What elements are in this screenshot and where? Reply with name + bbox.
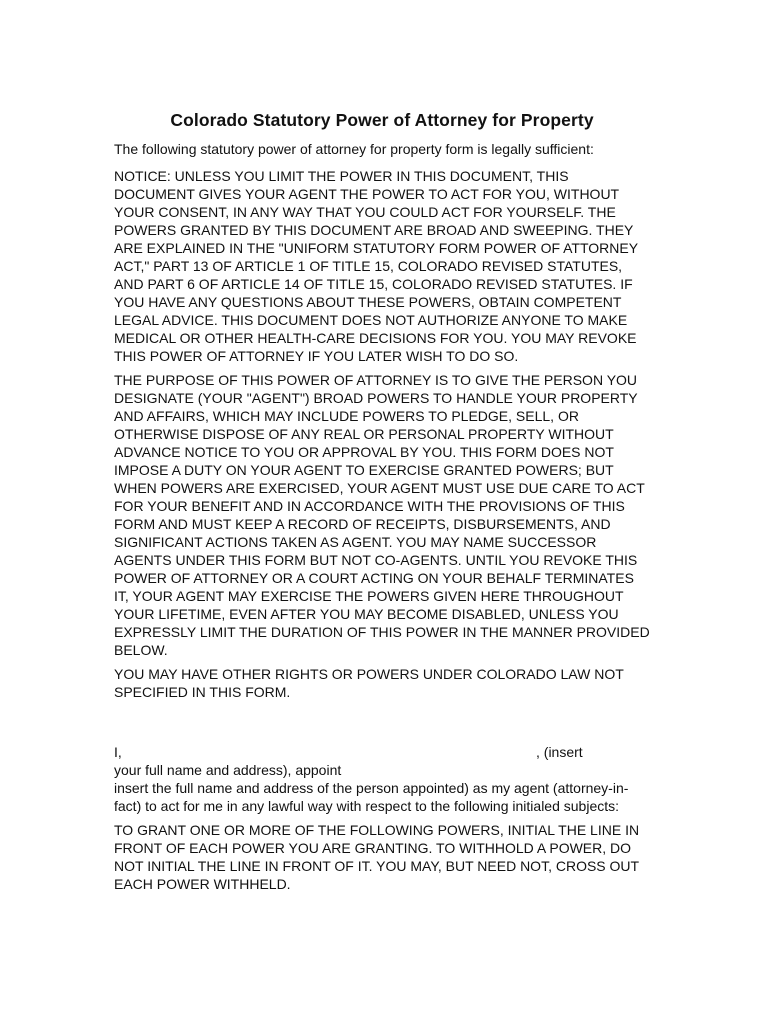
document-title: Colorado Statutory Power of Attorney for Property xyxy=(170,110,594,130)
purpose-paragraph: THE PURPOSE OF THIS POWER OF ATTORNEY IS TO GIVE THE PERSON YOU DESIGNATE (YOUR "AGENT") BROAD POWERS TO HANDLE YOUR PROPERTY AND AFFAIRS, WHICH MAY INCLUDE POWERS TO PLEDGE, SELL, OR OTHERWISE DISPOSE OF ANY REAL OR PERSONAL PROPERTY WITHOUT ADVANCE NOTICE TO YOU OR APPROVAL BY YOU. THIS FORM DOES NOT IMPOSE A DUTY ON YOUR AGENT TO EXERCISE GRANTED POWERS; BUT WHEN POWERS ARE EXERCISED, YOUR AGENT MUST USE DUE CARE TO ACT FOR YOUR BENEFIT AND IN ACCORDANCE WITH THE PROVISIONS OF THIS FORM AND MUST KEEP A RECORD OF RECEIPTS, DISBURSEMENTS, AND SIGNIFICANT ACTIONS TAKEN AS AGENT. YOU MAY NAME SUCCESSOR AGENTS UNDER THIS FORM BUT NOT CO-AGENTS. UNTIL YOU REVOKE THIS POWER OF ATTORNEY OR A COURT ACTING ON YOUR BEHALF TERMINATES IT, YOUR AGENT MAY EXERCISE THE POWERS GIVEN HERE THROUGHOUT YOUR LIFETIME, EVEN AFTER YOU MAY BECOME DISABLED, UNLESS YOU EXPRESSLY LIMIT THE DURATION OF THIS POWER IN THE MANNER PROVIDED BELOW. xyxy=(114,372,650,658)
other-rights-paragraph: YOU MAY HAVE OTHER RIGHTS OR POWERS UNDER COLORADO LAW NOT SPECIFIED IN THIS FORM. xyxy=(114,666,624,700)
notice-paragraph: NOTICE: UNLESS YOU LIMIT THE POWER IN THIS DOCUMENT, THIS DOCUMENT GIVES YOUR AGENT THE POWER TO ACT FOR YOU, WITHOUT YOUR CONSENT, IN ANY WAY THAT YOU COULD ACT FOR YOURSELF. THE POWERS GRANTED BY THIS DOCUMENT ARE BROAD AND SWEEPING. THEY ARE EXPLAINED IN THE "UNIFORM STATUTORY FORM POWER OF ATTORNEY ACT," PART 13 OF ARTICLE 1 OF TITLE 15, COLORADO REVISED STATUTES, AND PART 6 OF ARTICLE 14 OF TITLE 15, COLORADO REVISED STATUTES. IF YOU HAVE ANY QUESTIONS ABOUT THESE POWERS, OBTAIN COMPETENT LEGAL ADVICE. THIS DOCUMENT DOES NOT AUTHORIZE ANYONE TO MAKE MEDICAL OR OTHER HEALTH-CARE DECISIONS FOR YOU. YOU MAY REVOKE THIS POWER OF ATTORNEY IF YOU LATER WISH TO DO SO. xyxy=(114,168,638,364)
grant-instructions: TO GRANT ONE OR MORE OF THE FOLLOWING POWERS, INITIAL THE LINE IN FRONT OF EACH POWER YOU ARE GRANTING. TO WITHHOLD A POWER, DO NOT INITIAL THE LINE IN FRONT OF IT. YOU MAY, BUT NEED NOT, CROSS OUT EACH POWER WITHHELD. xyxy=(114,822,640,892)
appointment-line-2: your full name and address), appoint xyxy=(114,762,342,778)
appointment-prefix: I, xyxy=(114,744,122,760)
intro-text: The following statutory power of attorney for property form is legally sufficient: xyxy=(114,141,594,157)
appointment-insert-label: , (insert xyxy=(536,744,583,760)
appointment-name-line xyxy=(114,743,650,761)
spacer xyxy=(114,707,650,743)
appointment-line-3: insert the full name and address of the person appointed) as my agent (attorney-in-fact) to act for me in any lawful way with respect to the following initialed subjects: xyxy=(114,780,629,814)
document-page xyxy=(114,108,650,899)
